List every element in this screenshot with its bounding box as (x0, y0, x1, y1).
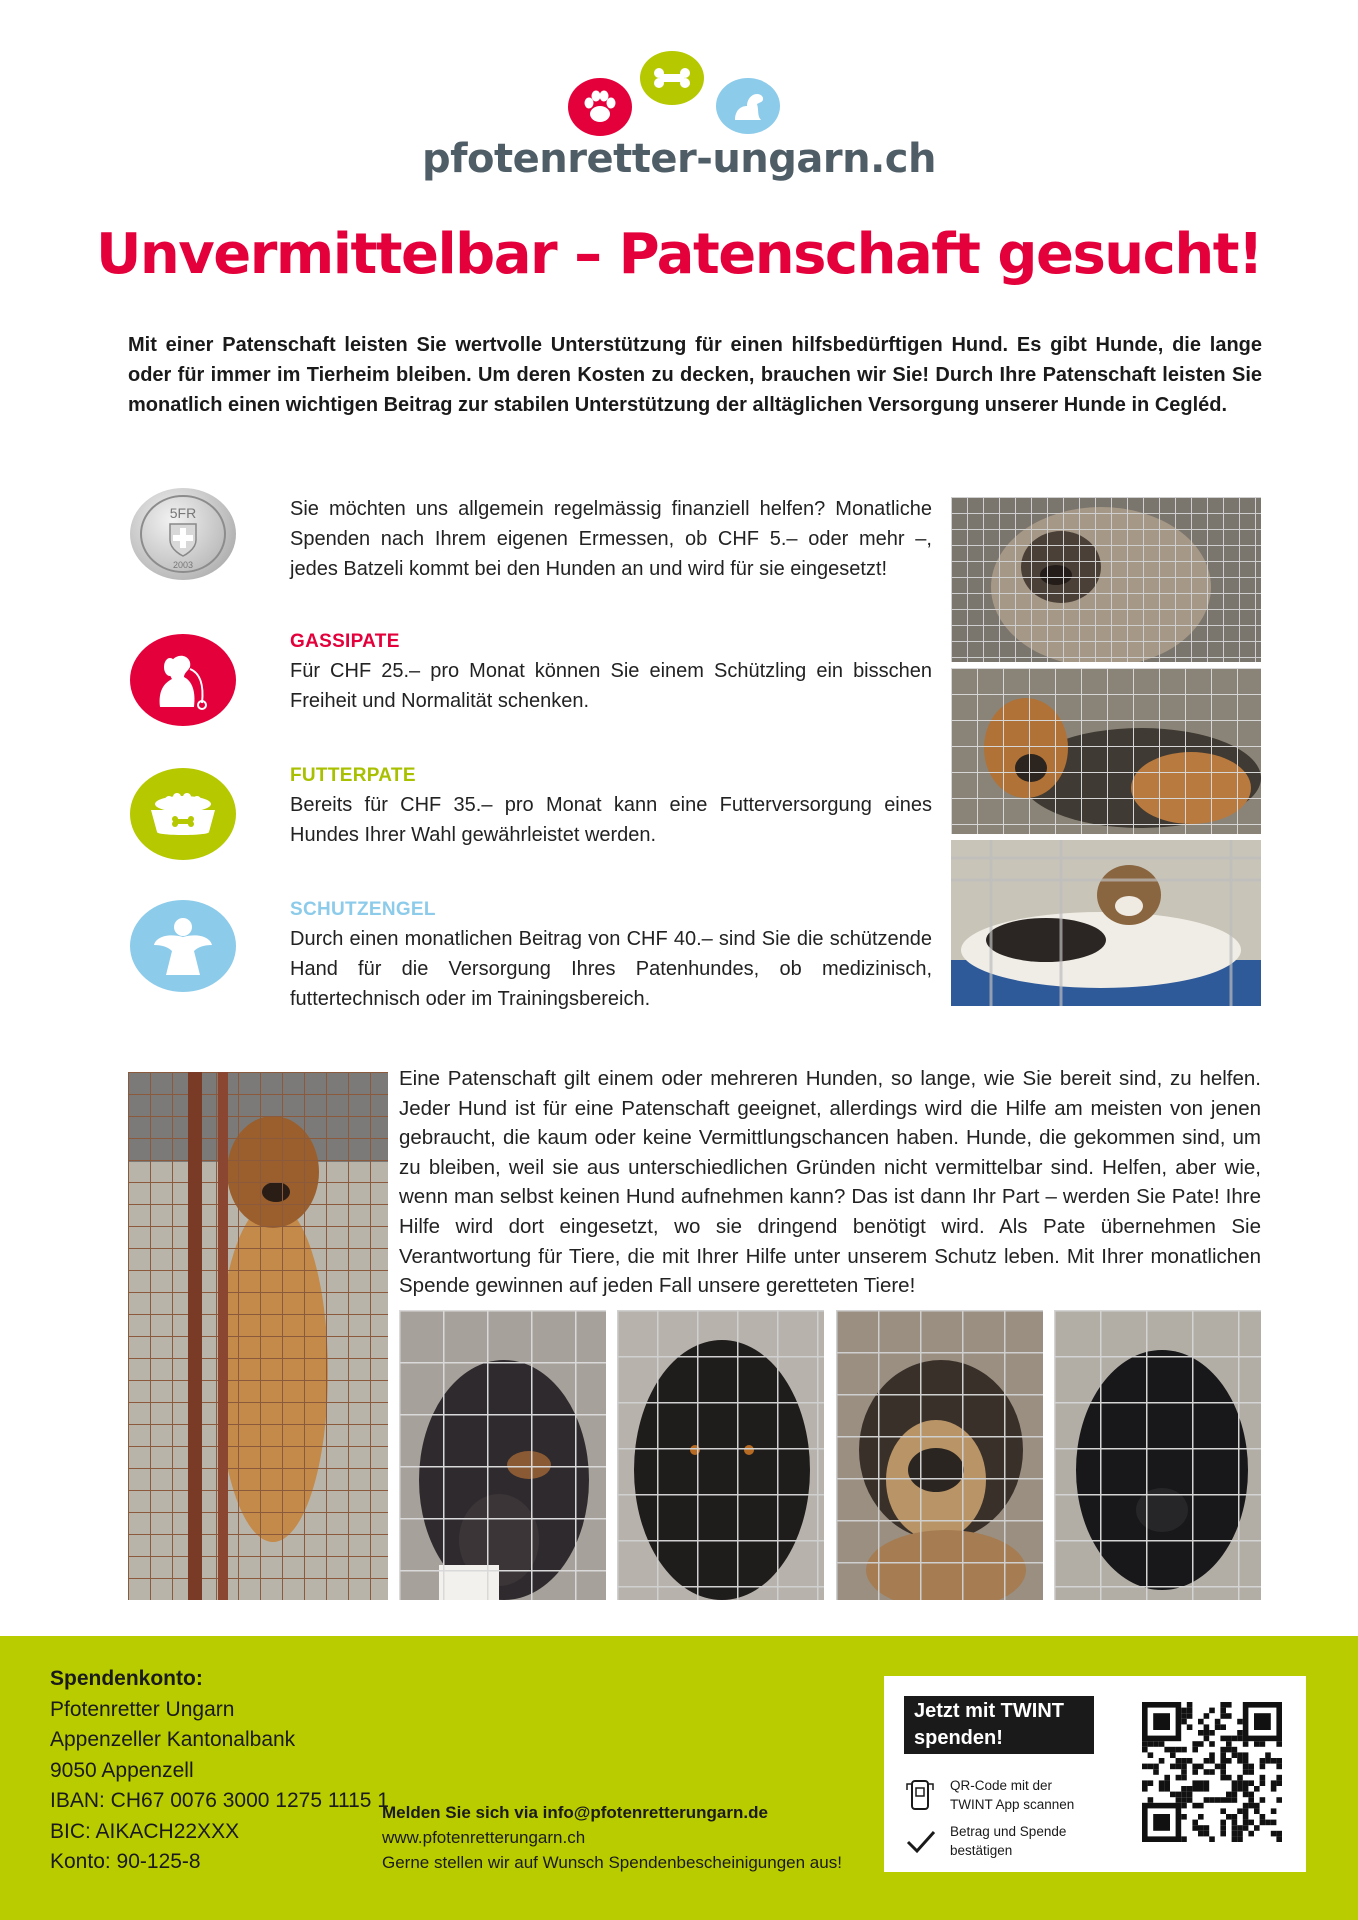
dog-leash-icon (130, 634, 236, 726)
logo-text: pfotenretter-ungarn.ch (422, 136, 936, 182)
account-line: Pfotenretter Ungarn (50, 1697, 235, 1721)
account-line: IBAN: CH67 0076 3000 1275 1115 1 (50, 1789, 389, 1812)
account-title: Spendenkonto: (50, 1667, 203, 1690)
dog-photo-6 (836, 1310, 1043, 1600)
page-title: Unvermittelbar – Patenschaft gesucht! (95, 222, 1263, 287)
dog-photo-3 (951, 840, 1261, 1006)
option-gassipate-text: Für CHF 25.– pro Monat können Sie einem Schützling ein bisschen Freiheit und Normalität schenken. (290, 660, 932, 712)
account-line: Konto: 90-125-8 (50, 1850, 201, 1873)
account-line: Appenzeller Kantonalbank (50, 1728, 296, 1751)
option-schutzengel-text: Durch einen monatlichen Beitrag von CHF 40.– sind Sie die schützende Hand für die Versorgung Ihres Patenhundes, ob medizinisch, futtertechnisch oder im Trainingsbereich. (290, 928, 932, 1010)
logo (0, 48, 1358, 198)
body-paragraph: Eine Patenschaft gilt einem oder mehreren Hunden, so lange, wie Sie bereit sind, zu helfen. Jeder Hund ist für eine Patenschaft geeignet, allerdings wird die Hilfe am meisten von jenen gebraucht, die kaum oder keine Vermittlungschancen haben. Hunde, die gekommen sind, um zu bleiben, weil sie aus unterschiedlichen Gründen nicht vermittelbar sind. Helfen, aber wie, wenn man selbst keinen Hund aufnehmen kann? Das ist dann Ihr Part – werden Sie Pate! Ihre Hilfe wird dort eingesetzt, wo sie dringend benötigt wird. Als Pate übernehmen Sie Verantwortung für Tiere, die mit Ihrer Hilfe unter unserem Schutz leben. Mit Ihrer monatlichen Spende gewinnen auf jeden Fall unsere geretteten Tiere! (399, 1067, 1261, 1298)
dog-photo-standing (128, 1072, 388, 1600)
coin-year: 2003 (172, 560, 194, 570)
dog-photo-1 (951, 497, 1261, 662)
coin-icon (130, 488, 236, 580)
option-title-gassipate: GASSIPATE (290, 631, 400, 652)
dog-photo-4 (399, 1310, 606, 1600)
checkmark-icon (904, 1824, 938, 1858)
sitting-dog-icon (716, 78, 780, 134)
footer (0, 1636, 1358, 1920)
dog-photo-7 (1054, 1310, 1261, 1600)
coin-label: 5FR (169, 505, 197, 521)
contact-note: Gerne stellen wir auf Wunsch Spendenbescheinigungen aus! (382, 1853, 842, 1872)
option-futterpate-text: Bereits für CHF 35.– pro Monat kann eine Futterversorgung eines Hundes Ihrer Wahl gewährleistet werden. (290, 794, 932, 846)
contact-email[interactable]: Melden Sie sich via info@pfotenretterungarn.de (382, 1803, 768, 1822)
paw-icon (568, 78, 632, 136)
account-line: 9050 Appenzell (50, 1758, 194, 1782)
account-line: BIC: AIKACH22XXX (50, 1819, 240, 1843)
dog-photo-5 (617, 1310, 824, 1600)
phone-scan-icon (904, 1778, 938, 1812)
bank-account (50, 1664, 389, 1878)
intro-paragraph: Mit einer Patenschaft leisten Sie wertvolle Unterstützung für einen hilfsbedürftigen Hund. Es gibt Hunde, die lange oder für immer im Tierheim bleiben. Um deren Kosten zu decken, brauchen wir Sie! Durch Ihre Patenschaft leisten Sie monatlich einen wichtigen Beitrag zur stabilen Unterstützung der alltäglichen Versorgung unserer Hunde in Cegléd. (128, 334, 1262, 416)
option-title-schutzengel: SCHUTZENGEL (290, 899, 436, 920)
bone-icon (640, 51, 704, 105)
website-link[interactable]: www.pfotenretterungarn.ch (382, 1828, 586, 1847)
qr-code[interactable] (1142, 1702, 1282, 1842)
food-bowl-icon (130, 768, 236, 860)
option-monthly-text: Sie möchten uns allgemein regelmässig finanziell helfen? Monatliche Spenden nach Ihrem eigenen Ermessen, ob CHF 5.– oder mehr –, jedes Batzeli kommt bei den Hunden an und wird für sie eingesetzt! (290, 498, 932, 580)
option-title-futterpate: FUTTERPATE (290, 765, 416, 786)
twint-box (884, 1676, 1306, 1872)
twint-badge: Jetzt mit TWINT spenden! (904, 1696, 1094, 1754)
dog-photo-2 (951, 668, 1261, 834)
contact-block (382, 1800, 842, 1875)
angel-icon (130, 900, 236, 992)
twint-step-scan: QR-Code mit der TWINT App scannen (950, 1778, 1075, 1812)
twint-step-confirm: Betrag und Spende bestätigen (950, 1824, 1067, 1858)
